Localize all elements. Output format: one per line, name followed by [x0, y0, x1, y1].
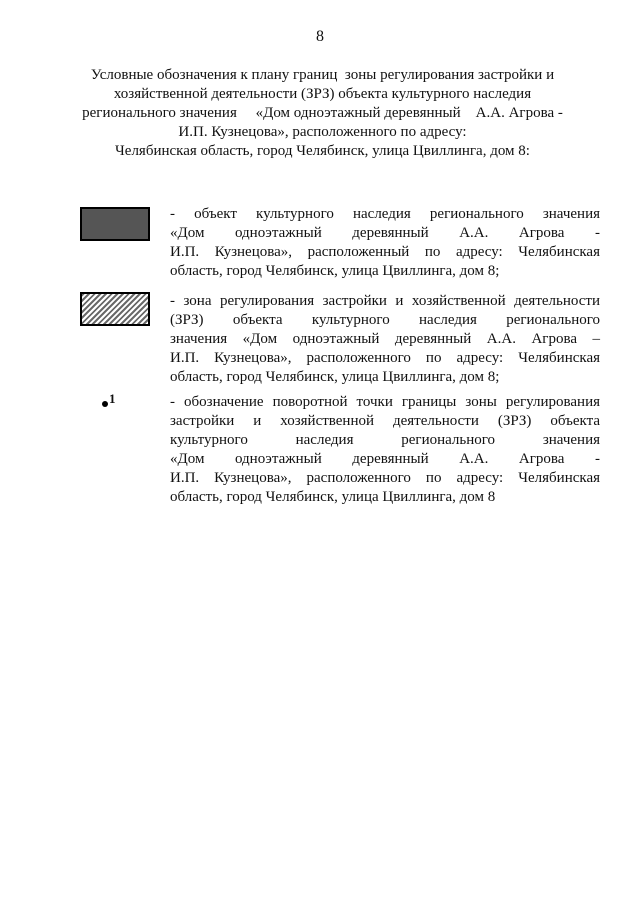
description-line: - обозначение поворотной точки границы зоны регулирования	[170, 394, 600, 410]
description-line: «Дом одноэтажный деревянный А.А. Агрова -	[170, 451, 600, 467]
title-line: Условные обозначения к плану границ зоны регулирования застройки и	[90, 67, 555, 83]
description-line: значения «Дом одноэтажный деревянный А.А. Агрова –	[170, 331, 600, 347]
heritage-object-symbol	[80, 207, 150, 241]
description-line: - объект культурного наследия регионального значения	[170, 206, 600, 222]
description-line: область, город Челябинск, улица Цвиллинга, дом 8;	[170, 369, 500, 385]
description-line: И.П. Кузнецова», расположенного по адресу: Челябинская	[170, 350, 600, 366]
title-line: регионального значения «Дом одноэтажный деревянный А.А. Агрова -	[82, 105, 563, 121]
description-line: - зона регулирования застройки и хозяйственной деятельности	[170, 293, 600, 309]
title-line: Челябинская область, город Челябинск, улица Цвиллинга, дом 8:	[115, 143, 530, 159]
description-line: застройки и хозяйственной деятельности (ЗРЗ) объекта	[170, 413, 600, 429]
description-line: область, город Челябинск, улица Цвиллинга, дом 8	[170, 489, 496, 505]
title-line: хозяйственной деятельности (ЗРЗ) объекта культурного наследия	[113, 86, 532, 102]
page-number: 8	[316, 28, 324, 45]
description-line: «Дом одноэтажный деревянный А.А. Агрова -	[170, 225, 600, 241]
title-line: И.П. Кузнецова», расположенного по адресу:	[178, 124, 467, 140]
legend-description	[170, 292, 600, 387]
point-dot	[102, 401, 108, 407]
description-line: (ЗРЗ) объекта культурного наследия регионального	[170, 312, 600, 328]
description-line: И.П. Кузнецова», расположенный по адресу: Челябинская	[170, 244, 600, 260]
description-line: область, город Челябинск, улица Цвиллинга, дом 8;	[170, 263, 500, 279]
legend-description	[170, 205, 600, 281]
legend-description	[170, 393, 600, 507]
regulation-zone-symbol	[80, 292, 150, 326]
description-line: культурного наследия регионального значения	[170, 432, 600, 448]
description-line: И.П. Кузнецова», расположенного по адресу: Челябинская	[170, 470, 600, 486]
point-number: 1	[109, 391, 116, 406]
turning-point-icon	[102, 393, 132, 413]
legend-title	[60, 66, 585, 161]
